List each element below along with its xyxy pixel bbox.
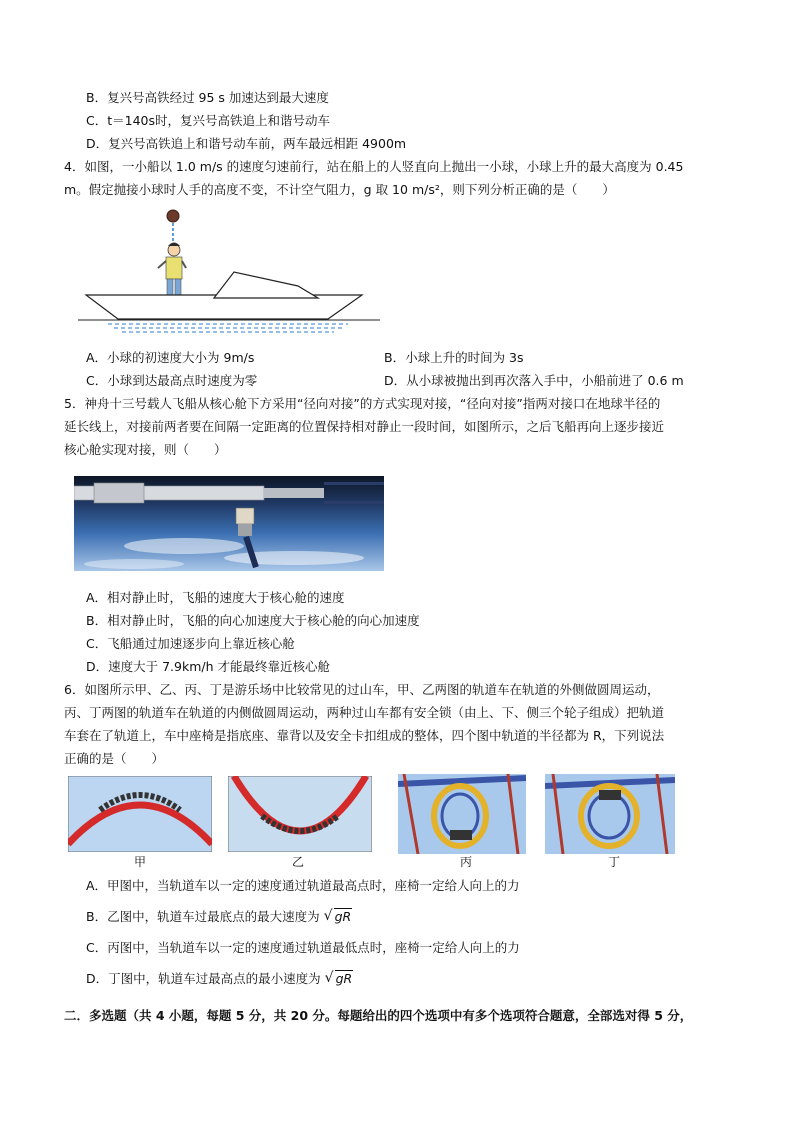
q5-option-a: A．相对静止时，飞船的速度大于核心舱的速度 [86,590,345,605]
boat-shape [86,272,362,319]
caption-yi: 乙 [292,855,305,869]
water-waves [108,324,348,332]
coaster-image-jia [68,776,212,852]
q6-stem-line1: 6．如图所示甲、乙、丙、丁是游乐场中比较常见的过山车，甲、乙两图的轨道车在轨道的外侧做圆周运动， [64,682,660,697]
q4-stem-line2: m。假定抛接小球时人手的高度不变，不计空气阻力，g 取 10 m/s²，则下列分析正确的是（ ） [64,182,615,197]
q4-option-b: B．小球上升的时间为 3s [384,350,524,365]
q6-stem-line2: 丙、丁两图的轨道车在轨道的内侧做圆周运动，两种过山车都有安全锁（由上、下、侧三个轮子组成）把轨道 [64,705,665,720]
caption-ding: 丁 [608,855,621,869]
q6-stem-line4: 正确的是（ ） [64,751,165,766]
coaster-image-ding [545,774,675,854]
q5-option-c: C．飞船通过加速逐步向上靠近核心舱 [86,636,295,651]
q4-option-c: C．小球到达最高点时速度为零 [86,373,258,388]
caption-jia: 甲 [134,855,147,869]
q6-option-b-text: B．乙图中，轨道车过最底点的最大速度为 [86,909,320,924]
sqrt-expr: gR [334,909,352,924]
sqrt-gR-b [324,907,353,927]
q3-option-b: B．复兴号高铁经过 95 s 加速达到最大速度 [86,90,329,105]
q5-option-b: B．相对静止时，飞船的向心加速度大于核心舱的向心加速度 [86,613,420,628]
q3-option-d: D．复兴号高铁追上和谐号动车前，两车最远相距 4900m [86,136,407,151]
q6-option-c: C．丙图中，当轨道车以一定的速度通过轨道最低点时，座椅一定给人向上的力 [86,940,520,955]
sqrt-symbol: √ [323,908,333,924]
q4-option-d: D．从小球被抛出到再次落入手中，小船前进了 0.6 m [384,373,684,388]
sqrt-gR-d [325,969,354,989]
person-figure [158,243,186,299]
coaster-image-yi [228,776,372,852]
coaster-image-bing [398,774,526,854]
ball [167,210,179,222]
sqrt-symbol: √ [324,970,334,986]
q4-option-a: A．小球的初速度大小为 9m/s [86,350,255,365]
q6-option-b [86,907,352,927]
q5-stem-line1: 5．神舟十三号载人飞船从核心舱下方采用“径向对接”的方式实现对接，“径向对接”指两对接口在地球半径的 [64,396,661,411]
space-station-figure [74,476,384,571]
q6-stem-line3: 车套在了轨道上，车中座椅是指底座、靠背以及安全卡扣组成的整体，四个图中轨道的半径都为 R，下列说法 [64,728,665,743]
q5-option-d: D．速度大于 7.9km/h 才能最终靠近核心舱 [86,659,331,674]
q4-stem-line1: 4．如图，一小船以 1.0 m/s 的速度匀速前行，站在船上的人竖直向上抛出一小球，小球上升的最大高度为 0.45 [64,159,684,174]
q6-option-d [86,969,353,989]
q5-stem-line2: 延长线上，对接前两者要在间隔一定距离的位置保持相对静止一段时间，如图所示，之后飞船再向上逐步接近 [64,419,665,434]
boat-figure [78,206,380,338]
section-2-heading: 二．多选题（共 4 小题，每题 5 分，共 20 分。每题给出的四个选项中有多个选项符合题意，全部选对得 5 分， [64,1008,693,1023]
q3-option-c: C．t＝140s时，复兴号高铁追上和谐号动车 [86,113,331,128]
q6-option-d-text: D．丁图中，轨道车过最高点的最小速度为 [86,971,321,986]
q5-stem-line3: 核心舱实现对接，则（ ） [64,442,227,457]
caption-bing: 丙 [460,855,473,869]
q6-option-a: A．甲图中，当轨道车以一定的速度通过轨道最高点时，座椅一定给人向上的力 [86,878,520,893]
sqrt-expr: gR [335,971,353,986]
